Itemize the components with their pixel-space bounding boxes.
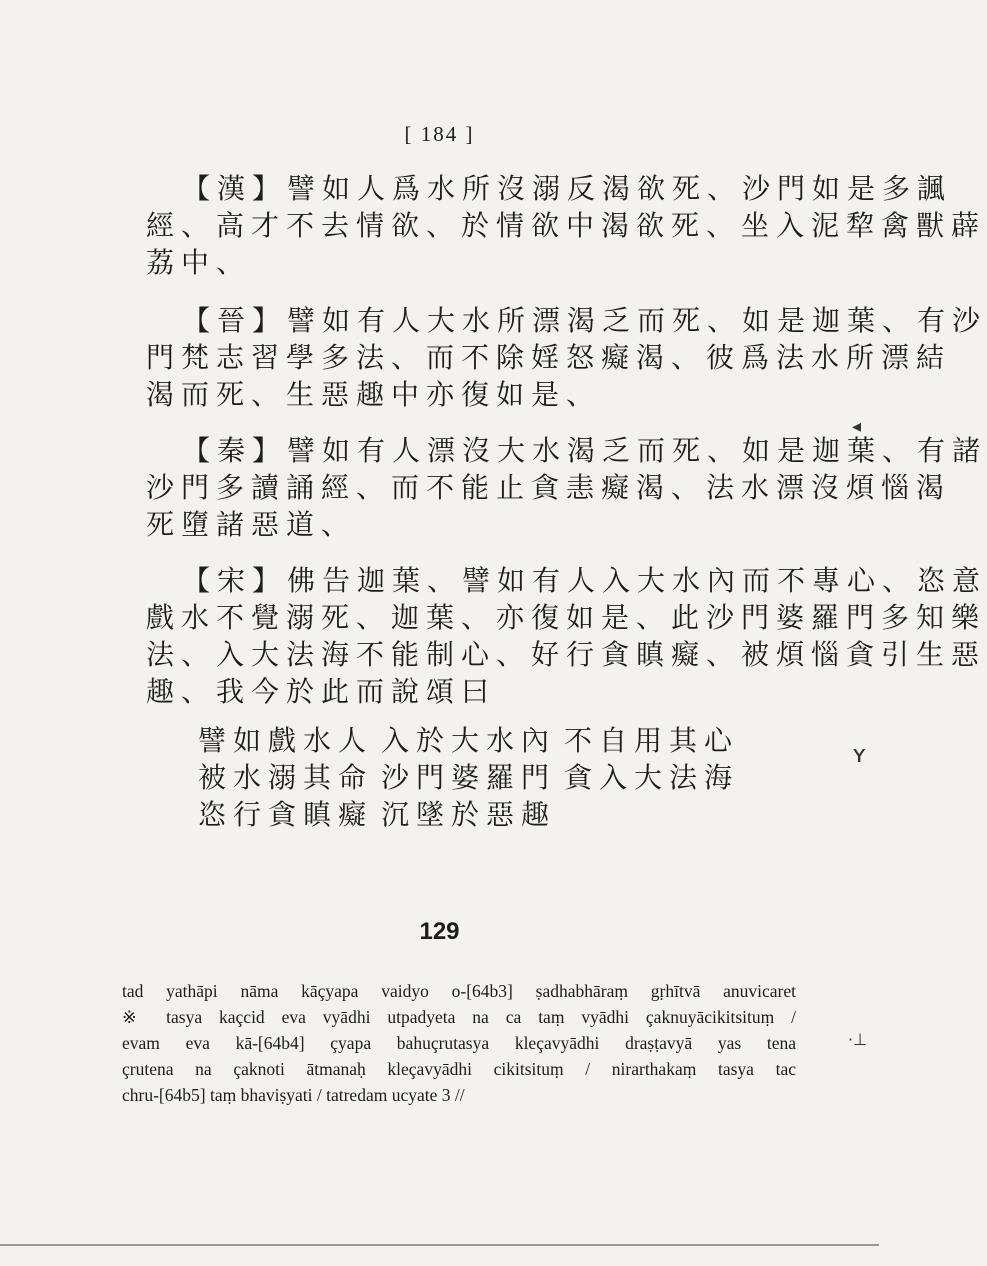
- verse-phrase: 貪入大法海: [564, 761, 740, 794]
- text-line: 【宋】佛告迦葉、譬如有人入大水內而不專心、恣意: [182, 564, 987, 597]
- text-line: 【秦】譬如有人漂沒大水渴乏而死、如是迦葉、有諸: [182, 434, 987, 467]
- transliteration-line: chru-[64b5] taṃ bhaviṣyati / tatredam ucyate 3 //: [122, 1085, 465, 1105]
- margin-mark-icon: ʏ: [852, 740, 867, 768]
- margin-mark-icon: ·⊥: [848, 1030, 868, 1049]
- text-line: 沙門多讀誦經、而不能止貪恚癡渴、法水漂沒煩惱渴: [146, 471, 952, 504]
- verse-phrase: 恣行貪瞋癡: [198, 798, 374, 831]
- verse-phrase: 入於大水內: [381, 724, 557, 757]
- text-line: 渴而死、生惡趣中亦復如是、: [146, 378, 602, 411]
- transliteration-line: ※ tasya kaçcid eva vyādhi utpadyeta na ca taṃ vyādhi çaknuyācikitsituṃ /: [122, 1007, 796, 1027]
- margin-mark-icon: ◂: [852, 416, 862, 437]
- verse-phrase: 被水溺其命: [198, 761, 374, 794]
- verse-phrase: [564, 796, 747, 833]
- paragraph-song: [146, 562, 987, 710]
- verse-phrase: 不自用其心: [564, 724, 740, 757]
- verse-row: [198, 722, 747, 759]
- text-line: 【漢】譬如人爲水所沒溺反渴欲死、沙門如是多諷: [182, 172, 953, 205]
- page-number: [ 184 ]: [404, 122, 475, 146]
- text-line: 門梵志習學多法、而不除婬怒癡渴、彼爲法水所漂結: [146, 341, 952, 374]
- paragraph-qin: [146, 432, 987, 543]
- text-line: 荔中、: [146, 246, 252, 279]
- verse-phrase: 沉墜於惡趣: [381, 798, 557, 831]
- paragraph-jin: [146, 302, 987, 413]
- transliteration-line: tad yathāpi nāma kāçyapa vaidyo o-[64b3] ṣadhabhāraṃ gṛhītvā anuvicaret: [122, 981, 796, 1001]
- text-line: 趣、我今於此而說頌曰: [146, 675, 497, 708]
- text-line: 死墮諸惡道、: [146, 508, 357, 541]
- sanskrit-transliteration: [122, 978, 796, 1108]
- bottom-divider: [0, 1244, 879, 1246]
- verse-row: [198, 796, 747, 833]
- transliteration-line: evam eva kā-[64b4] çyapa bahuçrutasya kleçavyādhi draṣṭavyā yas tena: [122, 1033, 796, 1053]
- verse-phrase: 沙門婆羅門: [381, 761, 557, 794]
- paragraph-han: [146, 170, 987, 281]
- verse-row: [198, 759, 747, 796]
- text-line: 【晉】譬如有人大水所漂渴乏而死、如是迦葉、有沙: [182, 304, 987, 337]
- verse-phrase: 譬如戲水人: [198, 724, 374, 757]
- transliteration-line: çrutena na çaknoti ātmanaḥ kleçavyādhi cikitsituṃ / nirarthakaṃ tasya tac: [122, 1059, 796, 1079]
- text-line: 戲水不覺溺死、迦葉、亦復如是、此沙門婆羅門多知樂: [146, 601, 987, 634]
- section-number: 129: [419, 918, 460, 945]
- verse-block: [198, 722, 747, 833]
- text-line: 經、高才不去情欲、於情欲中渴欲死、坐入泥犂禽獸薜: [146, 209, 987, 242]
- text-line: 法、入大法海不能制心、好行貪瞋癡、被煩惱貪引生惡: [146, 638, 987, 671]
